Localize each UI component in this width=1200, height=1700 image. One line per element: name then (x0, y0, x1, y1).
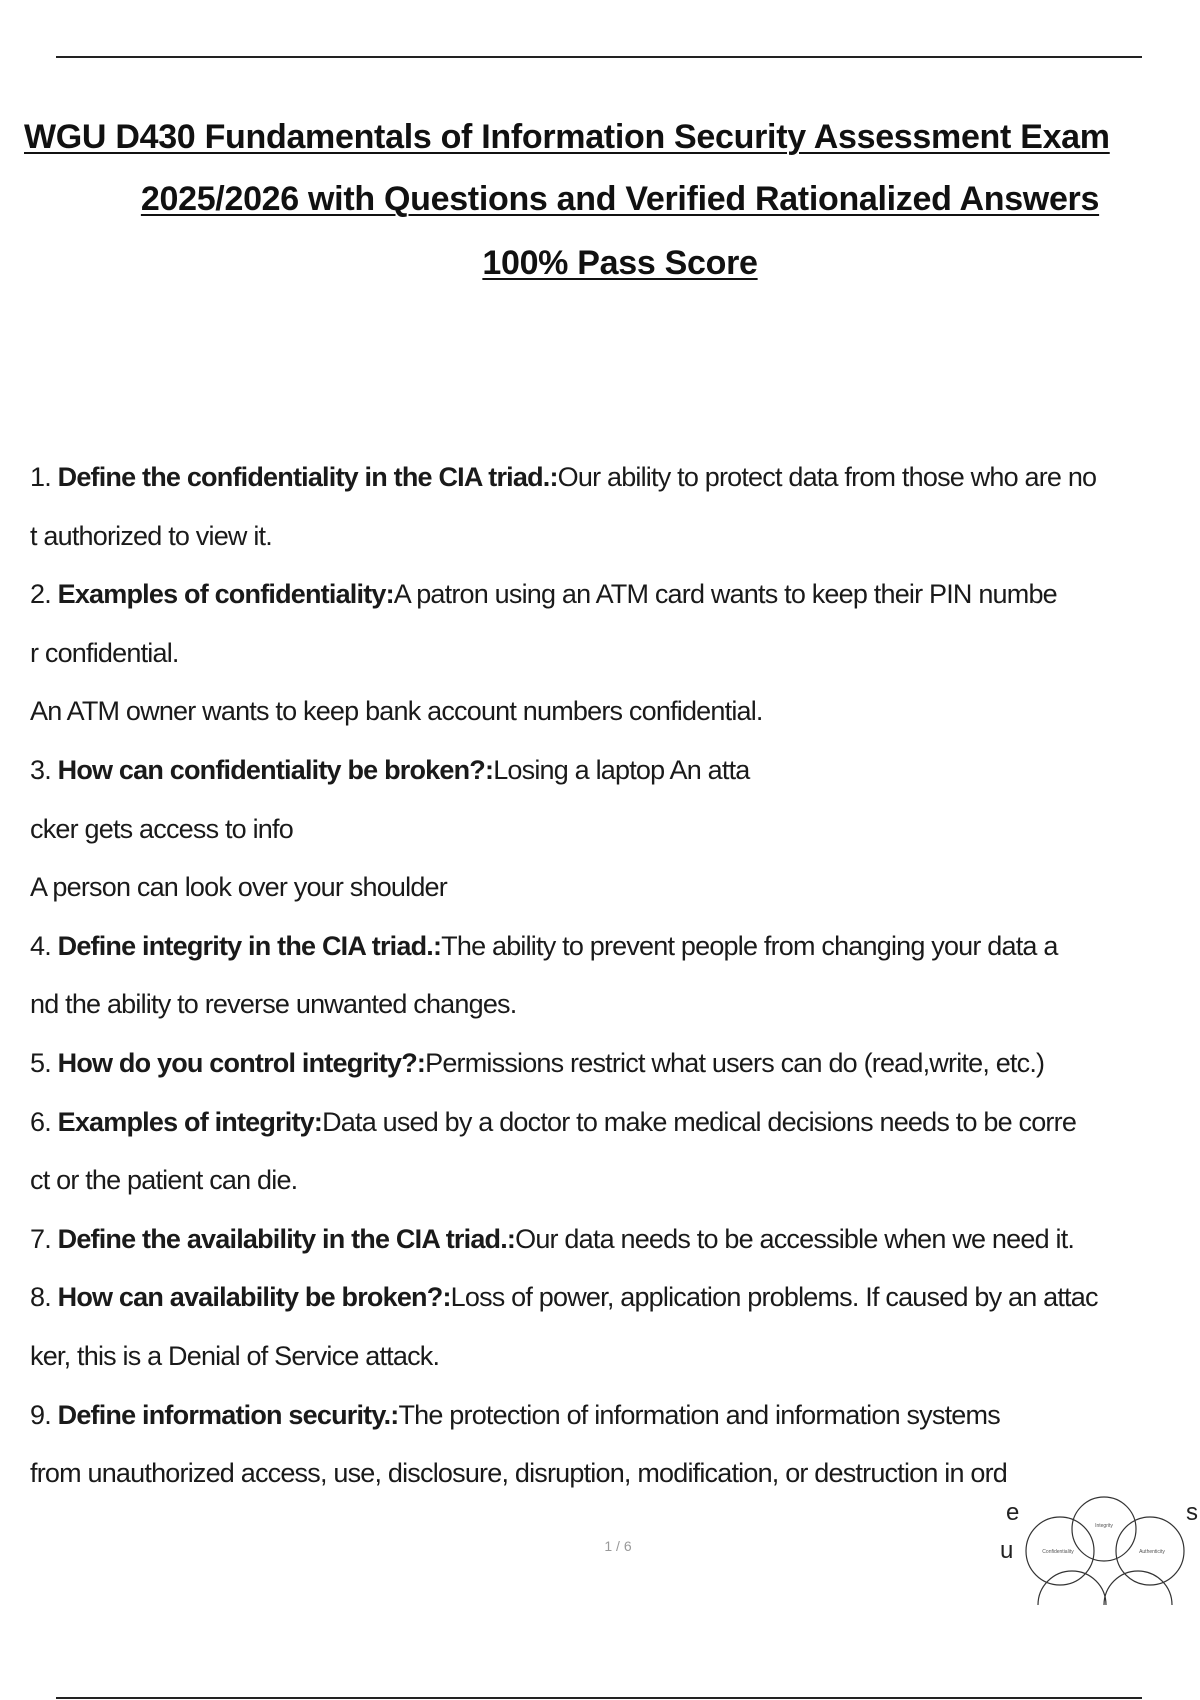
answer-text: Permissions restrict what users can do (read,write, etc.) (425, 1047, 1045, 1078)
bottom-rule (56, 1697, 1142, 1699)
question-text: How do you control integrity?: (57, 1047, 426, 1078)
answer-text: The ability to prevent people from changing your data a (441, 930, 1058, 961)
question-line (30, 1093, 1200, 1152)
answer-text: Our ability to protect data from those who are no (557, 462, 1097, 492)
logo-label-authenticity: Authenticity (1139, 1549, 1165, 1555)
cia-logo (1000, 1495, 1200, 1605)
question-line (30, 1034, 1200, 1093)
question-number: 4. (30, 930, 51, 961)
answer-continuation-line (30, 858, 1200, 917)
title-line-1: WGU D430 Fundamentals of Information Security Assessment Exam (24, 118, 1110, 156)
question-number: 3. (30, 754, 51, 785)
answer-continuation-line (30, 507, 1200, 566)
answer-text: A person can look over your shoulder (30, 872, 447, 903)
question-text: Examples of integrity: (57, 1106, 323, 1137)
answer-text: ct or the patient can die. (30, 1165, 298, 1196)
logo-letter-u: u (1000, 1537, 1014, 1564)
question-line (30, 1210, 1200, 1269)
answer-text: t authorized to view it. (30, 520, 272, 551)
answer-text: from unauthorized access, use, disclosure, disruption, modification, or destruction in ord (30, 1458, 1008, 1489)
title-line-3: 100% Pass Score (482, 244, 758, 282)
question-number: 7. (30, 1223, 51, 1254)
answer-continuation-line (30, 975, 1200, 1034)
question-number: 5. (30, 1047, 51, 1078)
answer-continuation-line (30, 682, 1200, 741)
answer-text: The protection of information and information systems (398, 1399, 1000, 1430)
answer-continuation-line (30, 800, 1200, 859)
answer-text: Losing a laptop An atta (493, 754, 750, 785)
title-line-2: 2025/2026 with Questions and Verified Rationalized Answers (140, 180, 1100, 218)
answer-text: nd the ability to reverse unwanted changes. (30, 989, 517, 1020)
question-line (30, 448, 1200, 507)
top-rule (56, 56, 1142, 58)
logo-letter-s: s (1186, 1499, 1198, 1526)
question-line (30, 1386, 1200, 1445)
answer-continuation-line (30, 1327, 1200, 1386)
question-list (30, 448, 1200, 1503)
question-text: How can confidentiality be broken?: (57, 754, 494, 785)
question-line (30, 741, 1200, 800)
answer-continuation-line (30, 624, 1200, 683)
answer-text: An ATM owner wants to keep bank account numbers confidential. (30, 696, 763, 727)
question-text: Examples of confidentiality: (57, 579, 394, 610)
question-text: Define the availability in the CIA triad.: (57, 1223, 516, 1254)
venn-circles-icon (1000, 1495, 1200, 1605)
question-text: Define information security.: (57, 1399, 399, 1430)
question-number: 8. (30, 1282, 51, 1313)
page-number: 1 / 6 (604, 1538, 632, 1554)
answer-text: A patron using an ATM card wants to keep their PIN numbe (393, 579, 1057, 610)
answer-text: r confidential. (30, 637, 179, 668)
question-text: How can availability be broken?: (57, 1282, 451, 1313)
question-line (30, 917, 1200, 976)
question-text: Define integrity in the CIA triad.: (57, 930, 442, 961)
question-number: 1. (30, 462, 51, 492)
logo-label-confidentiality: Confidentiality (1042, 1549, 1074, 1555)
logo-label-integrity: Integrity (1095, 1523, 1113, 1529)
question-line (30, 1268, 1200, 1327)
answer-continuation-line (30, 1444, 1200, 1503)
question-text: Define the confidentiality in the CIA triad.: (57, 462, 558, 492)
answer-text: cker gets access to info (30, 813, 293, 844)
question-number: 2. (30, 579, 51, 610)
answer-continuation-line (30, 1151, 1200, 1210)
answer-text: Loss of power, application problems. If caused by an attac (450, 1282, 1098, 1313)
logo-letter-e: e (1006, 1499, 1020, 1526)
answer-text: Data used by a doctor to make medical decisions needs to be corre (322, 1106, 1077, 1137)
question-line (30, 565, 1200, 624)
question-number: 9. (30, 1399, 51, 1430)
answer-text: ker, this is a Denial of Service attack. (30, 1340, 440, 1371)
answer-text: Our data needs to be accessible when we need it. (515, 1223, 1075, 1254)
question-number: 6. (30, 1106, 51, 1137)
